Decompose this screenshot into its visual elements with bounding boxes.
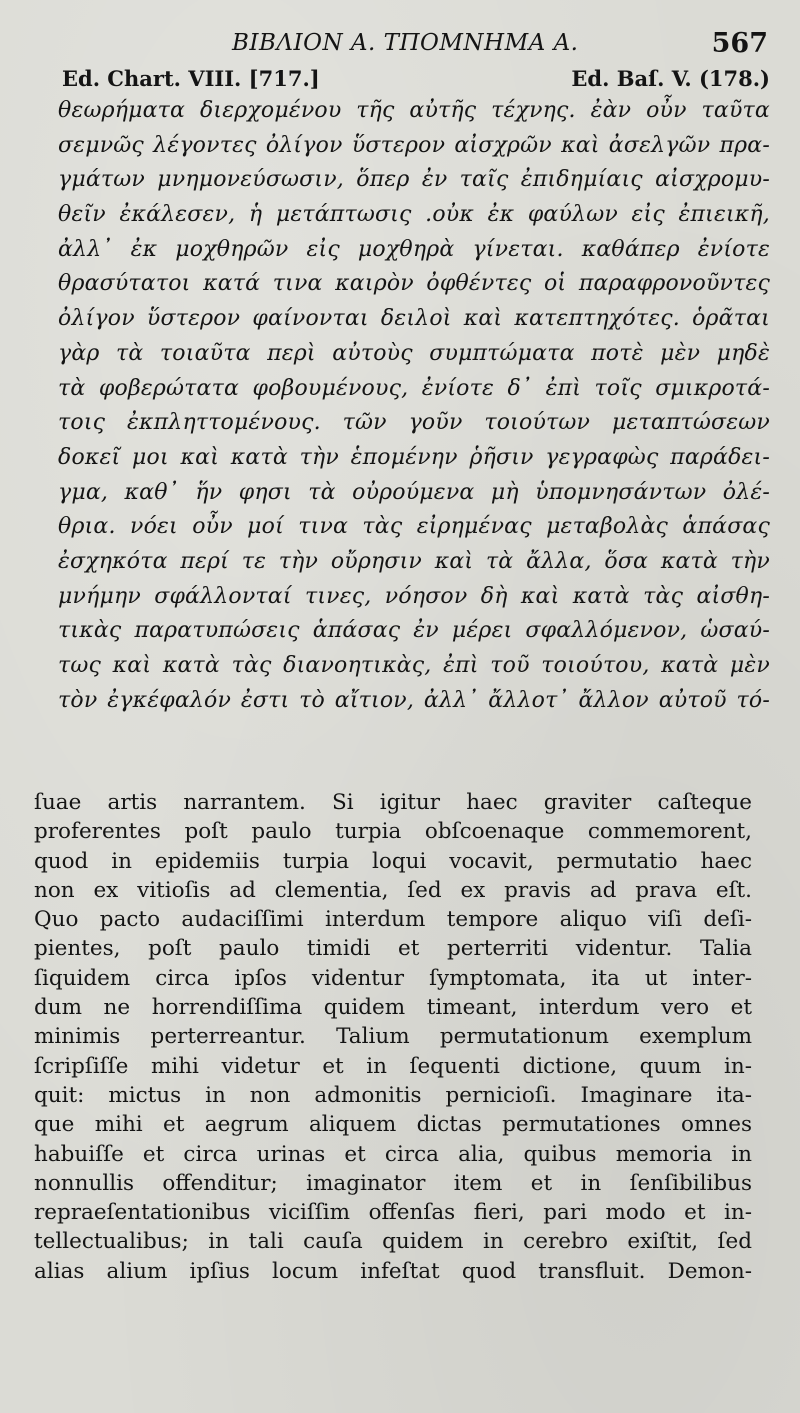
greek-line: θεωρήματα διερχομένου τῆς αὐτῆς τέχνης. ἐὰν οὖν ταῦτα [58,98,770,123]
greek-line: τὸν ἐγκέφαλόν ἐστι τὸ αἴτιον, ἀλλ᾽ ἄλλοτ᾽ ἄλλον αὐτοῦ τό- [58,687,770,713]
latin-line: ſcripſiſſe mihi videtur et in ſequenti dictione, quum in- [34,1053,752,1079]
latin-line: que mihi et aegrum aliquem dictas permutationes omnes [34,1112,752,1138]
latin-line: tellectualibus; in tali cauſa quidem in cerebro exiſtit, ſed [34,1229,752,1255]
page-number: 567 [711,28,768,59]
running-head: ΒΙΒΛΙΟΝ Α. ΤΠΟΜΝΗΜΑ Α. [232,30,579,56]
latin-line: quod in epidemiis turpia loqui vocavit, permutatio haec [34,848,752,874]
greek-line: γὰρ τὰ τοιαῦτα περὶ αὐτοὺς συμπτώματα ποτὲ μὲν μηδὲ [58,340,770,366]
latin-line: quit: mictus in non admonitis pernicioſi. Imaginare ita- [34,1082,752,1108]
latin-line: Quo pacto audaciſſimi interdum tempore aliquo viſi deſi- [34,907,752,933]
greek-line: ἐσχηκότα περί τε τὴν οὔρησιν καὶ τὰ ἄλλα, ὅσα κατὰ τὴν [58,548,770,574]
greek-line: δοκεῖ μοι καὶ κατὰ τὴν ἑπομένην ῥῆσιν γεγραφὼς παράδει- [58,444,770,470]
greek-line: γμα, καθ᾽ ἥν φησι τὰ οὐρούμενα μὴ ὑπομνησάντων ὀλέ- [58,479,770,505]
greek-line: ὀλίγον ὕστερον φαίνονται δειλοὶ καὶ κατεπτηχότες. ὁρᾶται [58,306,770,332]
greek-line: τως καὶ κατὰ τὰς διανοητικὰς, ἐπὶ τοῦ τοιούτου, κατὰ μὲν [58,653,770,678]
latin-text-block [34,788,752,1286]
greek-text-block [58,94,770,718]
greek-line: μνήμην σφάλλονταί τινες, νόησον δὴ καὶ κατὰ τὰς αἰσθη- [58,583,770,609]
greek-line: σεμνῶς λέγοντες ὀλίγον ὕστερον αἰσχρῶν καὶ ἀσελγῶν πρα- [58,132,770,158]
latin-line: ſuae artis narrantem. Si igitur haec graviter caſteque [34,790,752,815]
edition-reference-chartier: Ed. Chart. VIII. [717.] [62,66,320,91]
greek-line: θεῖν ἐκάλεσεν, ἡ μετάπτωσις .οὐκ ἐκ φαύλων εἰς ἐπιεικῆ, [58,202,770,228]
greek-line: ἀλλ᾽ ἐκ μοχθηρῶν εἰς μοχθηρὰ γίνεται. καθάπερ ἐνίοτε [58,236,770,262]
edition-reference-basel: Ed. Baſ. V. (178.) [571,66,770,91]
greek-line: γμάτων μνημονεύσωσιν, ὅπερ ἐν ταῖς ἐπιδημίαις αἰσχρομυ- [58,167,770,193]
greek-line: θρασύτατοι κατά τινα καιρὸν ὀφθέντες οἱ παραφρονοῦντες [58,271,770,297]
latin-line: repraeſentationibus viciſſim offenſas fieri, pari modo et in- [34,1200,752,1226]
latin-line: non ex vitioſis ad clementia, ſed ex pravis ad prava eſt. [34,877,752,903]
greek-line: θρια. νόει οὖν μοί τινα τὰς εἰρημένας μεταβολὰς ἁπάσας [58,514,770,540]
latin-line: minimis perterreantur. Talium permutationum exemplum [34,1024,752,1050]
latin-line: dum ne horrendiſſima quidem timeant, interdum vero et [34,995,752,1021]
latin-line: proferentes poſt paulo turpia obſcoenaque commemorent, [34,819,752,845]
latin-line: ſiquidem circa ipſos videntur ſymptomata, ita ut inter- [34,965,752,991]
greek-line: τικὰς παρατυπώσεις ἁπάσας ἐν μέρει σφαλλόμενον, ὡσαύ- [58,618,770,644]
latin-line: alias alium ipſius locum infeſtat quod transfluit. Demon- [34,1258,752,1284]
latin-line: habuiſſe et circa urinas et circa alia, quibus memoria in [34,1141,752,1167]
greek-line: τὰ φοβερώτατα φοβουμένους, ἐνίοτε δ᾽ ἐπὶ τοῖς σμικροτά- [58,375,770,401]
latin-line: pientes, poſt paulo timidi et perterriti videntur. Talia [34,936,752,962]
greek-line: τοις ἐκπληττομένους. τῶν γοῦν τοιούτων μεταπτώσεων [58,410,770,436]
latin-line: nonnullis offenditur; imaginator item et in ſenſibilibus [34,1170,752,1196]
